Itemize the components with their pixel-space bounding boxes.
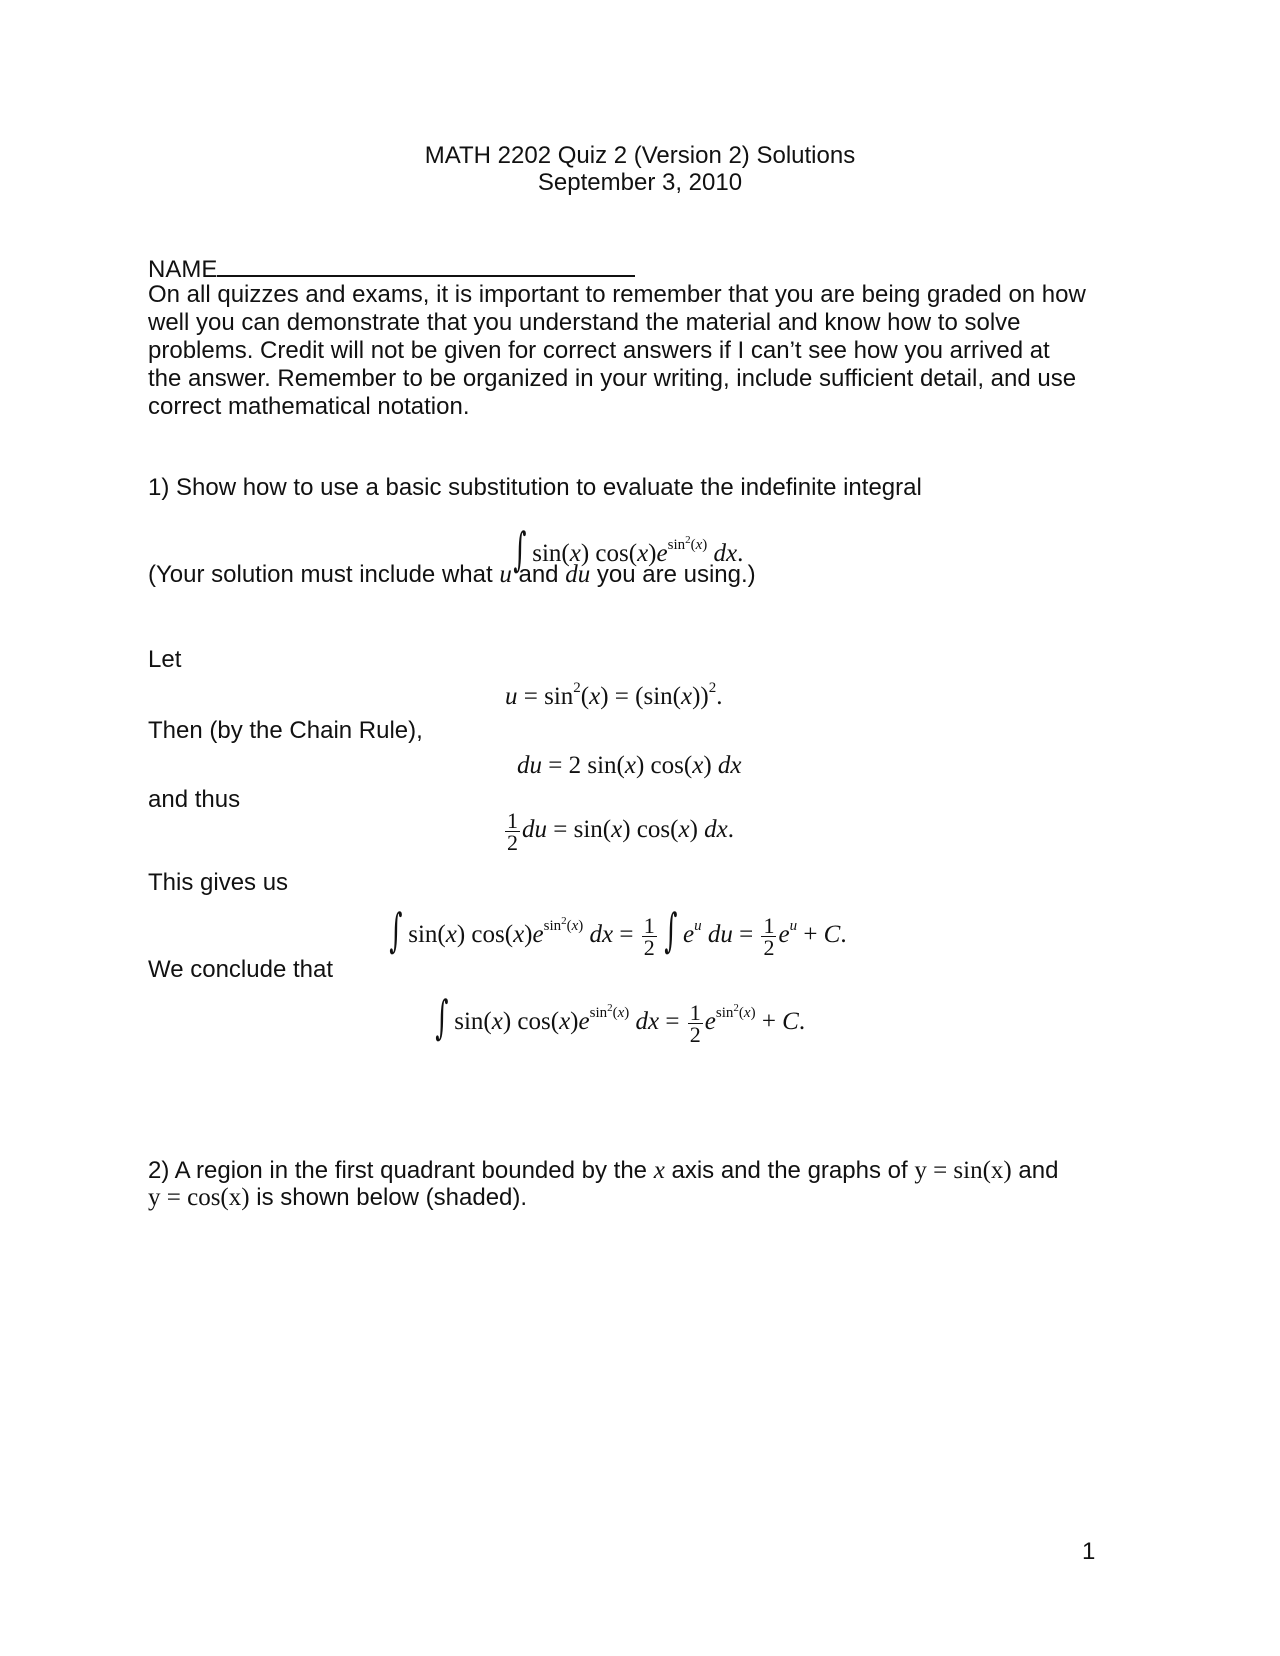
- step-gives-label: This gives us: [148, 869, 289, 896]
- eq-u-definition: $u = \sin^2(x) = (\sin(x))^2$.: [505, 680, 723, 710]
- q1-integral-expression: ∫ sin(x) $\cos(x)e^{sin^2(x)}$ dx.: [513, 522, 744, 576]
- name-blank-line: [217, 251, 635, 277]
- step-let-label: Let: [148, 646, 182, 673]
- step-and-thus-label: and thus: [148, 786, 241, 813]
- q1-note: (Your solution must include what u and du you are using.): [148, 561, 756, 588]
- document-date: September 3, 2010: [537, 169, 743, 196]
- q2-prompt-line1: 2) A region in the first quadrant bounded by the x axis and the graphs of y = sin(x) and: [148, 1157, 1059, 1184]
- document-title: MATH 2202 Quiz 2 (Version 2) Solutions: [424, 142, 856, 169]
- instructions-paragraph: On all quizzes and exams, it is important to remember that you are being graded on how well you can demonstrate that you understand the material and know how to solve problems. Credit will not be given for correct answers if I can’t see how you arrived at the answer. Remember to be organized in your writing, include sufficient detail, and use correct mathematical notation.: [148, 281, 1086, 420]
- eq-du: du = 2 sin(x) cos(x) dx: [517, 752, 742, 779]
- eq-substituted-integral: ∫ sin(x) $\cos(x)e^{sin^2(x)}$ dx = $\frac{1}{2}$ ∫ $e^u$ du = $\frac{1}{2}$ $e^u + C$.: [389, 903, 847, 960]
- eq-half-du: $\frac{1}{2}$ du = sin(x) cos(x) dx.: [507, 808, 734, 855]
- q2-prompt-line2: y = cos(x) is shown below (shaded).: [148, 1184, 528, 1211]
- name-field: [148, 251, 635, 284]
- name-label: NAME: [148, 256, 218, 283]
- page-number: 1: [1082, 1538, 1096, 1565]
- eq-final-answer: ∫ sin(x) $\cos(x)e^{sin^2(x)}$ dx = $\frac{1}{2}$ $e^{sin^2(x)} + C$.: [435, 990, 806, 1047]
- step-then-label: Then (by the Chain Rule),: [148, 717, 423, 744]
- q1-prompt: 1) Show how to use a basic substitution to evaluate the indefinite integral: [148, 474, 922, 501]
- step-conclude-label: We conclude that: [148, 956, 334, 983]
